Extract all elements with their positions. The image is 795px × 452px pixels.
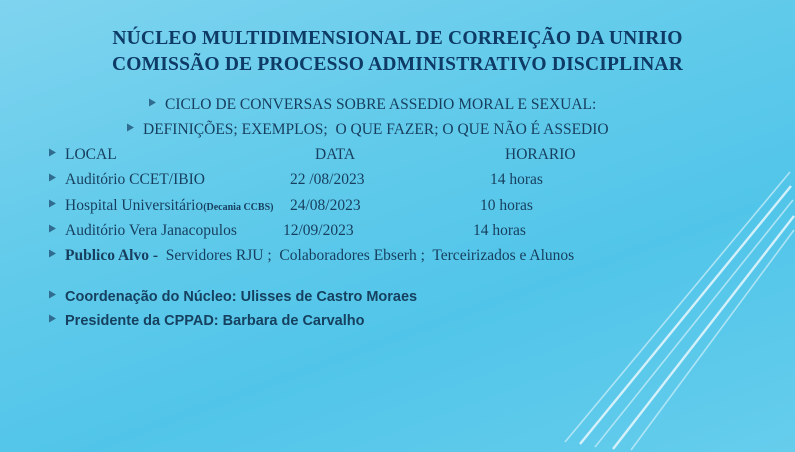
table-row <box>0 168 795 191</box>
cell-local-note: (Decania CCBS) <box>203 201 274 213</box>
triangle-bullet-icon <box>48 314 57 323</box>
title-line-2: COMISSÃO DE PROCESSO ADMINISTRATIVO DISCIPLINAR <box>112 54 683 76</box>
page-title <box>46 26 749 79</box>
column-header-data: DATA <box>315 146 356 164</box>
triangle-bullet-icon <box>48 290 57 299</box>
triangle-bullet-icon <box>48 224 57 233</box>
cell-data: 12/09/2023 <box>283 221 354 239</box>
president-label: Presidente da CPPAD: Barbara de Carvalho <box>65 313 365 330</box>
coordinator-label: Coordenação do Núcleo: Ulisses de Castro Moraes <box>65 289 418 306</box>
triangle-bullet-icon <box>48 148 57 157</box>
column-header-local: LOCAL <box>65 146 117 164</box>
signature-row <box>0 287 795 309</box>
list-item <box>0 118 795 141</box>
slide-content <box>0 26 795 333</box>
bullet-list <box>0 93 795 333</box>
cell-data: 22 /08/2023 <box>290 171 365 189</box>
cell-horario: 14 horas <box>473 221 526 239</box>
signature-row <box>0 311 795 333</box>
table-header-row <box>0 143 795 166</box>
cell-local: Hospital Universitário <box>65 196 204 214</box>
title-line-1: NÚCLEO MULTIDIMENSIONAL DE CORREIÇÃO DA UNIRIO <box>112 28 683 49</box>
triangle-bullet-icon <box>48 199 57 208</box>
triangle-bullet-icon <box>126 123 135 132</box>
audience-label: Publico Alvo - <box>65 247 159 265</box>
column-header-horario: HORARIO <box>505 146 576 164</box>
cell-horario: 14 horas <box>490 171 543 189</box>
list-item-label: DEFINIÇÕES; EXEMPLOS; O QUE FAZER; O QUE NÃO É ASSEDIO <box>143 120 609 138</box>
list-item-label: CICLO DE CONVERSAS SOBRE ASSEDIO MORAL E SEXUAL: <box>165 95 597 113</box>
cell-horario: 10 horas <box>480 196 533 214</box>
cell-local: Auditório CCET/IBIO <box>65 171 205 189</box>
list-item <box>0 93 795 116</box>
triangle-bullet-icon <box>148 98 157 107</box>
table-row <box>0 219 795 242</box>
spacer <box>0 269 795 287</box>
triangle-bullet-icon <box>48 249 57 258</box>
audience-row <box>0 244 795 267</box>
audience-text: Servidores RJU ; Colaboradores Ebserh ; Terceirizados e Alunos <box>158 247 575 265</box>
triangle-bullet-icon <box>48 173 57 182</box>
table-row <box>0 194 795 217</box>
cell-data: 24/08/2023 <box>290 196 361 214</box>
cell-local: Auditório Vera Janacopulos <box>65 221 237 239</box>
